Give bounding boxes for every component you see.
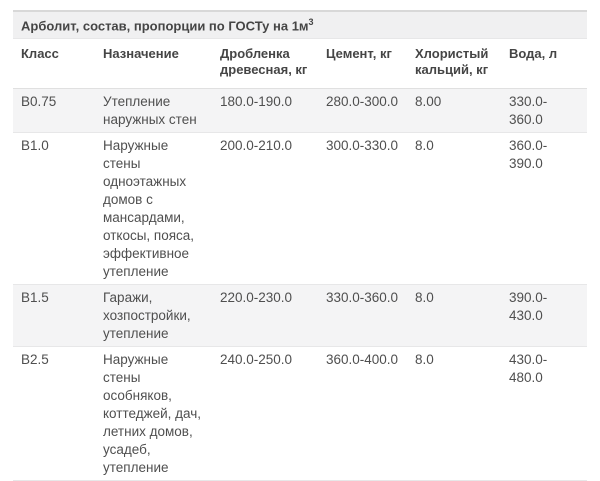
table-title-text: Арболит, состав, пропорции по ГОСТу на 1м [21, 18, 309, 34]
table-cell: 330.0-360.0 [501, 89, 587, 133]
table-cell: 8.0 [407, 285, 501, 347]
column-header: Назначение [95, 39, 212, 89]
table-cell: 300.0-330.0 [318, 133, 407, 285]
table-cell: 430.0-480.0 [501, 347, 587, 481]
table-cell: Наружные стены одноэтажных домов с мансардами, откосы, пояса, эффективное утепление [95, 133, 212, 285]
table-title [13, 10, 587, 39]
table-body [13, 89, 587, 481]
table-row [13, 285, 587, 347]
column-header: Хлористый кальций, кг [407, 39, 501, 89]
table-row [13, 347, 587, 481]
class-cell: В0.75 [13, 89, 95, 133]
table-row [13, 89, 587, 133]
header-row [13, 39, 587, 89]
column-header: Вода, л [501, 39, 587, 89]
table-cell: 8.00 [407, 89, 501, 133]
table-cell: 360.0-390.0 [501, 133, 587, 285]
table-cell: 390.0-430.0 [501, 285, 587, 347]
arbolit-table [13, 10, 587, 481]
table-cell: 330.0-360.0 [318, 285, 407, 347]
table-cell: 200.0-210.0 [212, 133, 318, 285]
column-header: Класс [13, 39, 95, 89]
table-cell: 8.0 [407, 133, 501, 285]
class-cell: В1.5 [13, 285, 95, 347]
table-cell: 360.0-400.0 [318, 347, 407, 481]
class-cell: В1.0 [13, 133, 95, 285]
class-cell: В2.5 [13, 347, 95, 481]
table-cell: 8.0 [407, 347, 501, 481]
column-header: Цемент, кг [318, 39, 407, 89]
table-cell: 240.0-250.0 [212, 347, 318, 481]
table-cell: 280.0-300.0 [318, 89, 407, 133]
table-cell: Утепление наружных стен [95, 89, 212, 133]
table-cell: 180.0-190.0 [212, 89, 318, 133]
arbolit-table-wrapper [13, 10, 587, 481]
table-cell: 220.0-230.0 [212, 285, 318, 347]
table-row [13, 133, 587, 285]
table-cell: Наружные стены особняков, коттеджей, дач, летних домов, усадеб, утепление [95, 347, 212, 481]
column-header: Дробленка древесная, кг [212, 39, 318, 89]
table-cell: Гаражи, хозпостройки, утепление [95, 285, 212, 347]
table-title-superscript: 3 [308, 17, 314, 27]
